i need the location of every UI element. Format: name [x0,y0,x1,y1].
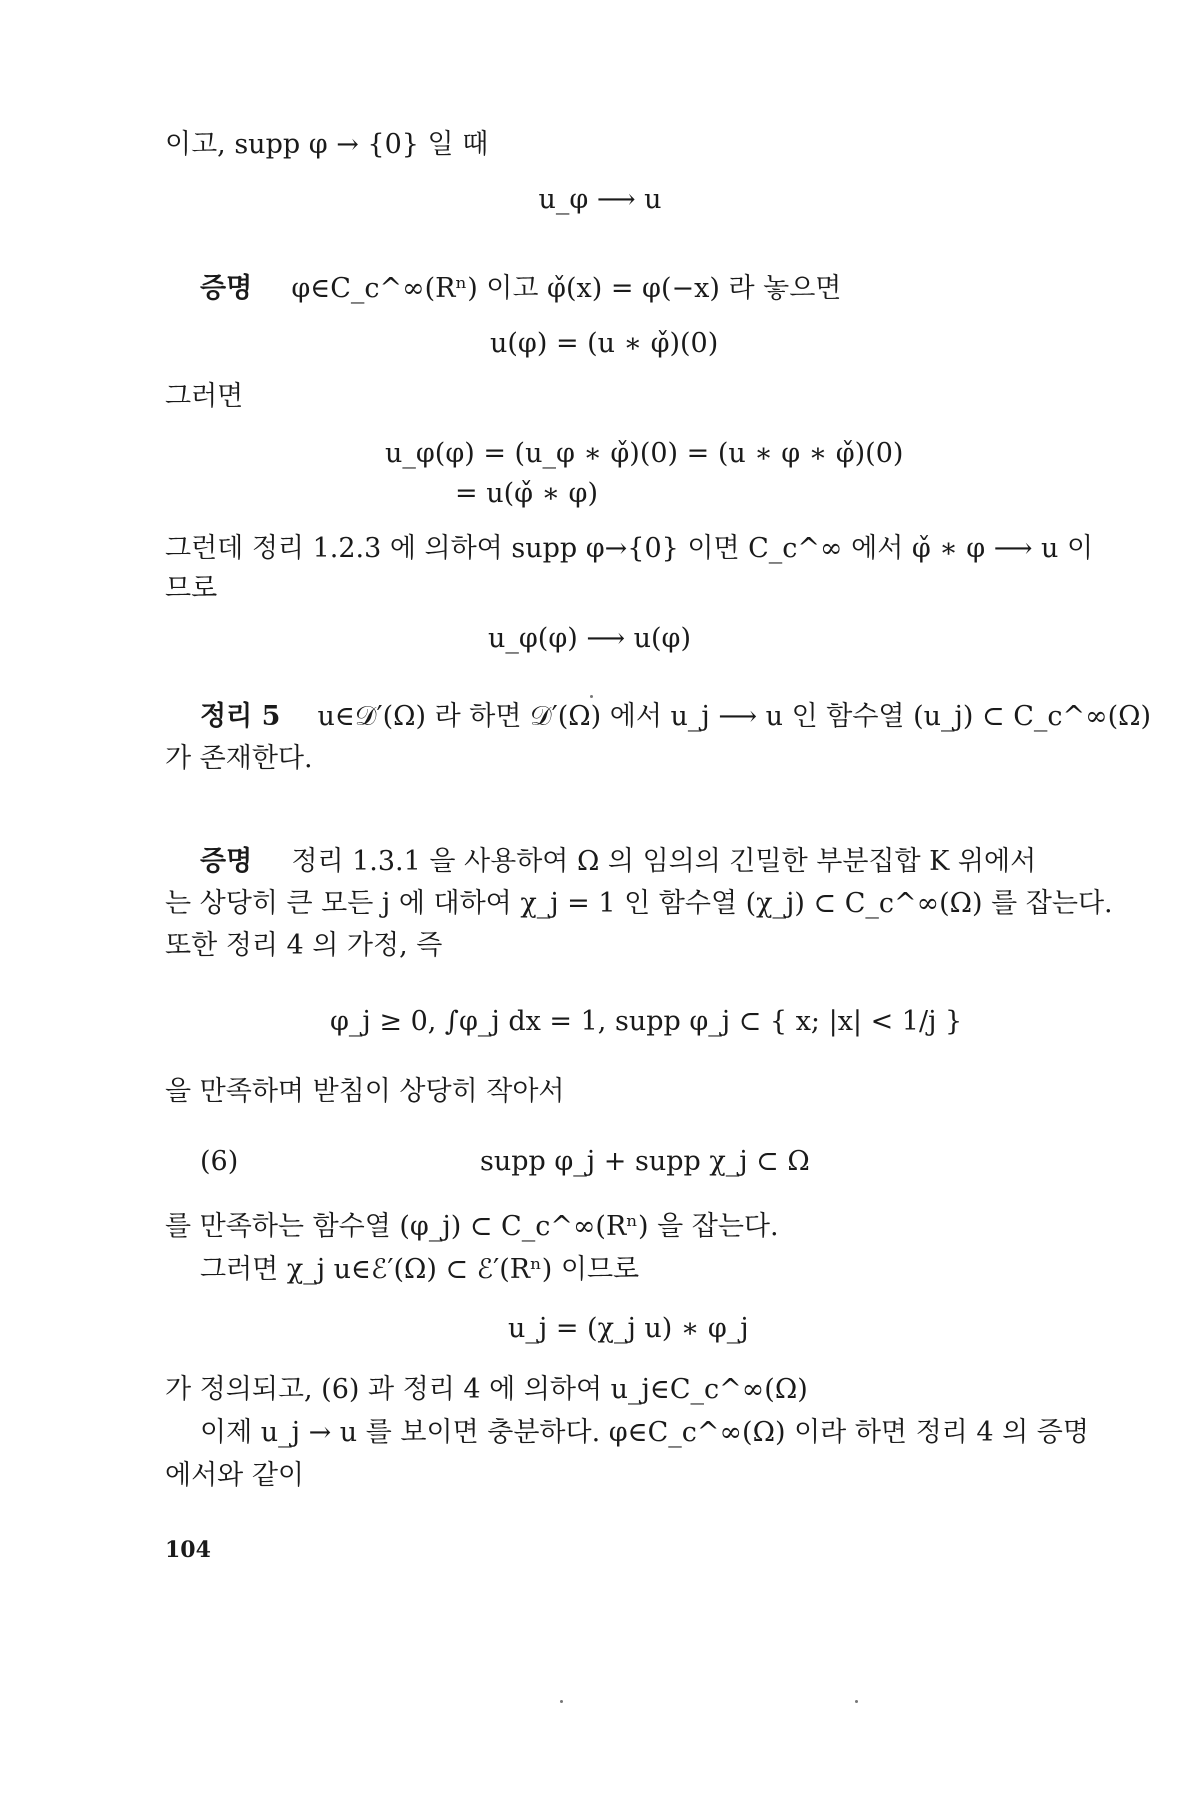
paragraph-6-line-2: 이제 u_j → u 를 보이면 충분하다. φ∈C_c^∞(Ω) 이라 하면 정리 4 의 증명 [200,1417,1089,1448]
equation-u-j-definition: u_j = (χ_j u) ∗ φ_j [508,1313,749,1344]
equation-u-phi-psi-limit: u_φ(φ) ⟶ u(φ) [488,623,692,654]
scan-speck [855,1700,858,1703]
paragraph-2-line-1: 그런데 정리 1.2.3 에 의하여 supp φ→{0} 이면 C_c^∞ 에서 φ̌ ∗ φ ⟶ u 이 [165,533,1094,564]
equation-convolution-b: = u(φ̌ ∗ φ) [455,478,598,509]
paragraph-4: 을 만족하며 받침이 상당히 작아서 [165,1076,565,1107]
equation-6: supp φ_j + supp χ_j ⊂ Ω [480,1146,810,1177]
equation-mollifier-conditions: φ_j ≥ 0, ∫φ_j dx = 1, supp φ_j ⊂ { x; |x| < 1/j } [330,1006,963,1037]
equation-u-psi: u(φ) = (u ∗ φ̌)(0) [490,328,719,359]
proof-1-text: φ∈C_c^∞(Rⁿ) 이고 φ̌(x) = φ(−x) 라 놓으면 [291,273,842,304]
proof-1-line [200,272,841,306]
theorem-5-text: u∈𝒟′(Ω) 라 하면 𝒟′(Ω) 에서 u_j ⟶ u 인 함수열 (u_j) ⊂ C_c^∞(Ω) [317,701,1152,732]
proof-label-2: 증명 [200,846,253,877]
proof-label: 증명 [200,273,253,304]
theorem-5-line [200,700,1151,734]
proof-2-text: 정리 1.3.1 을 사용하여 Ω 의 임의의 긴밀한 부분집합 K 위에서 [291,846,1037,877]
theorem-5-label: 정리 5 [200,701,281,732]
text-line-1: 이고, supp φ → {0} 일 때 [165,129,489,160]
scan-speck [590,695,593,698]
paragraph-6-line-3: 에서와 같이 [165,1460,304,1491]
page-number: 104 [165,1537,211,1563]
paragraph-3-line-3: 또한 정리 4 의 가정, 즉 [165,930,443,961]
paragraph-5-line-2: 그러면 χ_j u∈ℰ′(Ω) ⊂ ℰ′(Rⁿ) 이므로 [200,1254,640,1285]
paragraph-6-line-1: 가 정의되고, (6) 과 정리 4 에 의하여 u_j∈C_c^∞(Ω) [165,1374,808,1405]
equation-convolution-a: u_φ(φ) = (u_φ ∗ φ̌)(0) = (u ∗ φ ∗ φ̌)(0) [385,438,904,469]
paragraph-3-line-2: 는 상당히 큰 모든 j 에 대하여 χ_j = 1 인 함수열 (χ_j) ⊂ C_c^∞(Ω) 를 잡는다. [165,888,1113,919]
paragraph-5-line-1: 를 만족하는 함수열 (φ_j) ⊂ C_c^∞(Rⁿ) 을 잡는다. [165,1211,779,1242]
paragraph-2-line-2: 므로 [165,573,218,604]
equation-6-number: (6) [200,1146,239,1177]
theorem-5-continuation: 가 존재한다. [165,743,313,774]
scan-speck [560,1700,563,1703]
text-then: 그러면 [165,381,244,412]
proof-2-line [200,845,1036,879]
equation-u-phi-converges: u_φ ⟶ u [538,184,662,215]
